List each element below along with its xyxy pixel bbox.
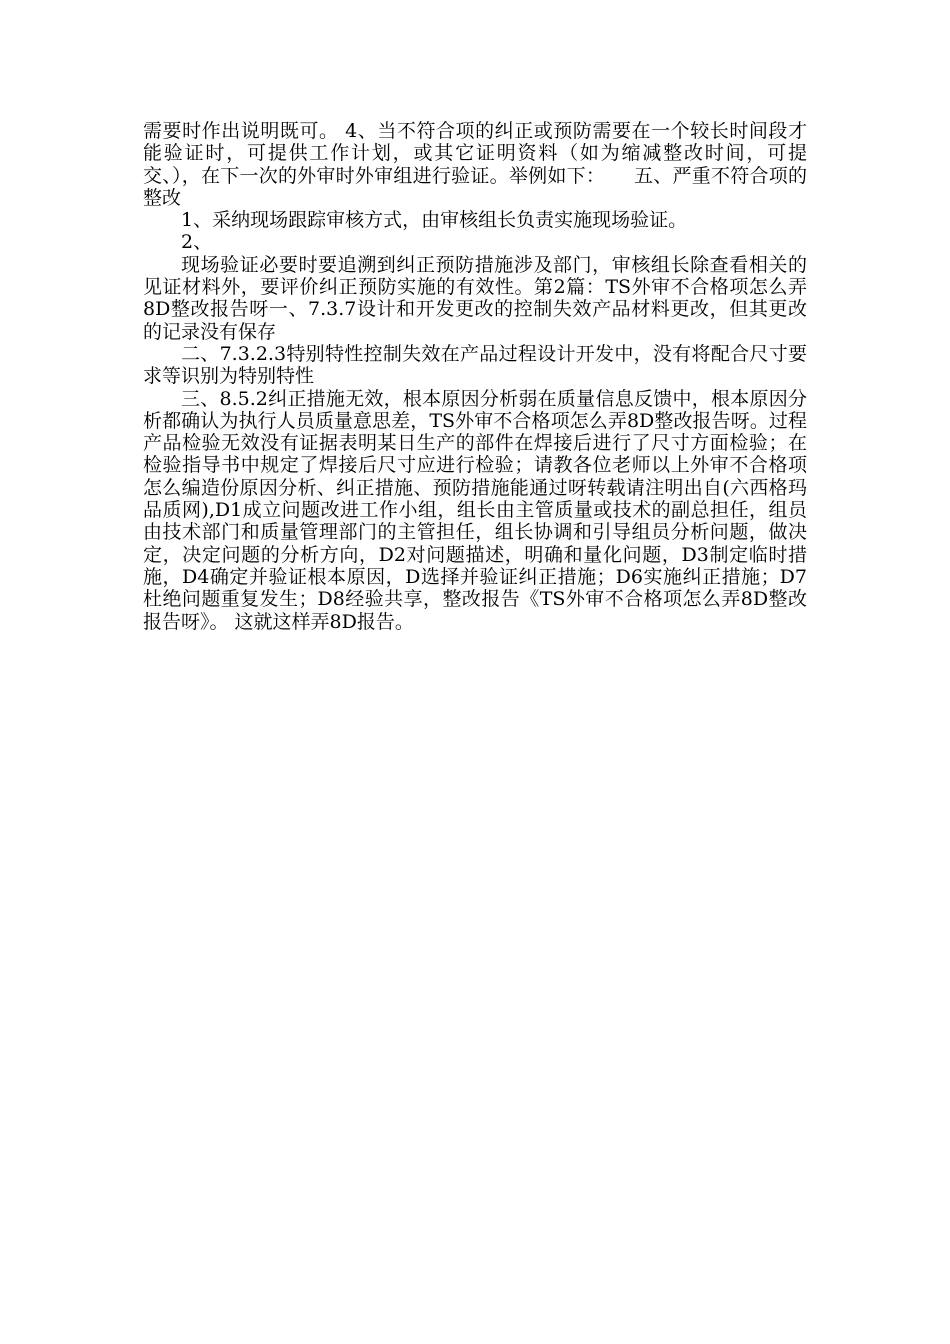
paragraph-3: 2、	[181, 231, 213, 254]
paragraph-2: 1、采纳现场跟踪审核方式，由审核组长负责实施现场验证。	[181, 209, 688, 232]
paragraph-4: 现场验证必要时要追溯到纠正预防措施涉及部门，审核组长除查看相关的见证材料外，要评价纠正预防实施的有效性。第2篇：TS外审不合格项怎么弄8D整改报告呀一、7.3.7设计和开发更改的控制失效产品材料更改，但其更改的记录没有保存	[143, 253, 807, 343]
paragraph-5: 二、7.3.2.3特别特性控制失效在产品过程设计开发中，没有将配合尺寸要求等识别为特别特性	[143, 342, 807, 388]
paragraph-6: 三、8.5.2纠正措施无效，根本原因分析弱在质量信息反馈中，根本原因分析都确认为执行人员质量意思差，TS外审不合格项怎么弄8D整改报告呀。过程产品检验无效没有证据表明某日生产的部件在焊接后进行了尺寸方面检验；在检验指导书中规定了焊接后尺寸应进行检验；请教各位老师以上外审不合格项怎么编造份原因分析、纠正措施、预防措施能通过呀转载请注明出自(六西格玛品质网),D1成立问题改进工作小组，组长由主管质量或技术的副总担任，组员由技术部门和质量管理部门的主管担任，组长协调和引导组员分析问题，做决定，决定问题的分析方向，D2对问题描述，明确和量化问题，D3制定临时措施，D4确定并验证根本原因，D选择并验证纠正措施；D6实施纠正措施；D7杜绝问题重复发生；D8经验共享，整改报告《TS外审不合格项怎么弄8D整改报告呀》。 这就这样弄8D报告。	[143, 387, 807, 633]
paragraph-1: 需要时作出说明既可。 4、当不符合项的纠正或预防需要在一个较长时间段才能验证时，可提供工作计划，或其它证明资料（如为缩减整改时间，可提交、），在下一次的外审时外审组进行验证。举例如下： 五、严重不符合项的整改	[143, 120, 807, 209]
document-body	[143, 120, 807, 633]
